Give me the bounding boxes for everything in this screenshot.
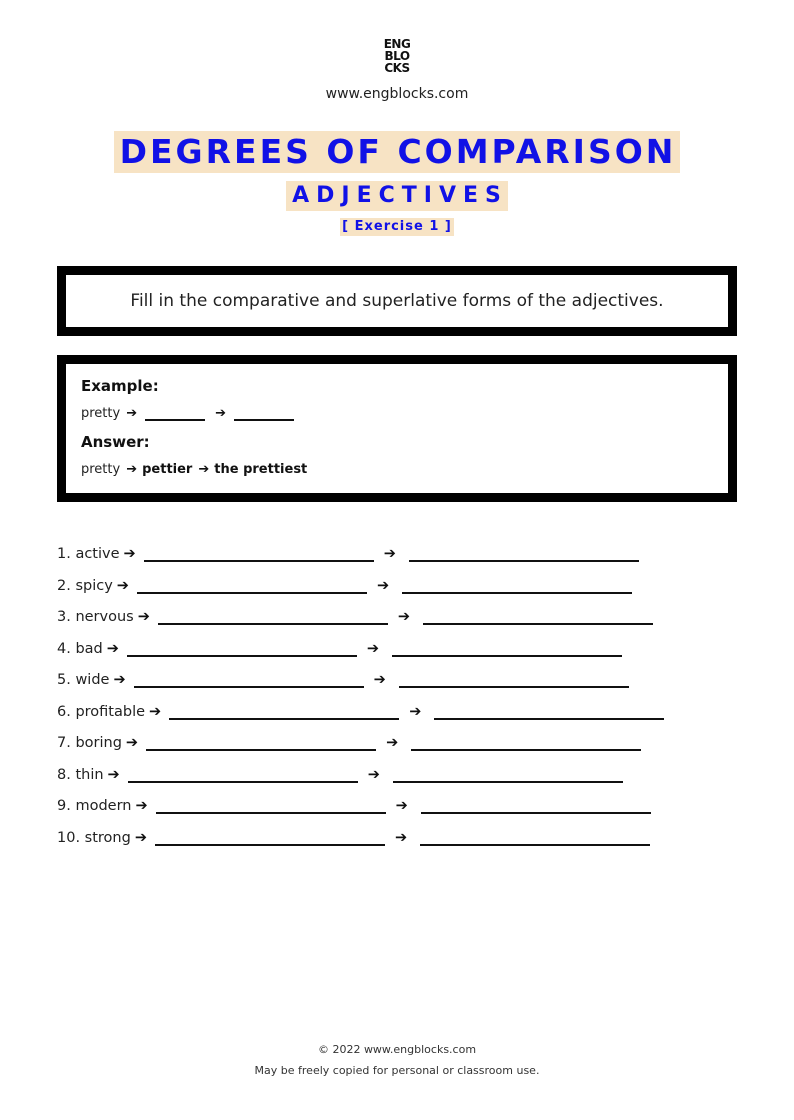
instruction-text: Fill in the comparative and superlative forms of the adjectives. bbox=[130, 291, 664, 311]
arrow-icon: ➔ bbox=[373, 672, 386, 688]
comparative-blank[interactable] bbox=[144, 546, 374, 562]
arrow-icon: ➔ bbox=[366, 641, 380, 657]
item-label: 9. modern bbox=[57, 798, 132, 814]
comparative-blank[interactable] bbox=[146, 735, 376, 751]
arrow-icon: ➔ bbox=[394, 830, 408, 846]
item-label: 5. wide bbox=[57, 672, 110, 688]
superlative-blank[interactable] bbox=[402, 578, 632, 594]
exercise-row bbox=[57, 792, 651, 814]
logo-line: BLO bbox=[384, 49, 410, 63]
arrow-icon: ➔ bbox=[397, 609, 411, 625]
exercise-row bbox=[57, 698, 664, 720]
arrow-icon: ➔ bbox=[395, 798, 408, 814]
arrow-icon: ➔ bbox=[383, 546, 396, 562]
superlative-blank[interactable] bbox=[421, 798, 651, 814]
exercise-row bbox=[57, 729, 641, 751]
arrow-icon: ➔ bbox=[126, 406, 138, 421]
arrow-icon: ➔ bbox=[215, 406, 227, 421]
exercise-row bbox=[57, 603, 653, 625]
answer-word: pretty bbox=[81, 462, 121, 477]
item-label: 8. thin bbox=[57, 767, 104, 783]
exercise-row bbox=[57, 824, 650, 846]
item-label: 2. spicy bbox=[57, 578, 113, 594]
comparative-blank[interactable] bbox=[127, 641, 357, 657]
superlative-blank[interactable] bbox=[423, 609, 653, 625]
item-label: 6. profitable bbox=[57, 704, 146, 720]
arrow-icon: ➔ bbox=[125, 735, 139, 751]
arrow-icon: ➔ bbox=[149, 704, 162, 720]
comparative-blank[interactable] bbox=[169, 704, 399, 720]
arrow-icon: ➔ bbox=[134, 830, 147, 846]
answer-heading: Answer: bbox=[81, 433, 150, 451]
footer-license: May be freely copied for personal or classroom use. bbox=[254, 1064, 540, 1077]
example-heading: Example: bbox=[81, 377, 159, 395]
exercise-row bbox=[57, 572, 632, 594]
comparative-blank[interactable] bbox=[158, 609, 388, 625]
exercise-label: [ Exercise 1 ] bbox=[342, 219, 452, 234]
arrow-icon: ➔ bbox=[123, 546, 136, 562]
superlative-blank[interactable] bbox=[399, 672, 629, 688]
exercise-row bbox=[57, 666, 629, 688]
example-line bbox=[81, 406, 302, 421]
footer-copyright: © 2022 www.engblocks.com bbox=[317, 1043, 477, 1056]
superlative-blank[interactable] bbox=[409, 546, 639, 562]
superlative-blank[interactable] bbox=[392, 641, 622, 657]
arrow-icon: ➔ bbox=[116, 578, 129, 594]
exercise-row bbox=[57, 761, 623, 783]
item-label: 3. nervous bbox=[57, 609, 134, 625]
arrow-icon: ➔ bbox=[113, 672, 126, 688]
site-url: www.engblocks.com bbox=[325, 86, 469, 102]
superlative-blank[interactable] bbox=[434, 704, 664, 720]
arrow-icon: ➔ bbox=[198, 462, 210, 477]
example-word: pretty bbox=[81, 406, 121, 421]
item-label: 1. active bbox=[57, 546, 120, 562]
arrow-icon: ➔ bbox=[107, 767, 120, 783]
item-label: 10. strong bbox=[57, 830, 131, 846]
answer-line bbox=[81, 462, 307, 477]
comparative-blank[interactable] bbox=[156, 798, 386, 814]
arrow-icon: ➔ bbox=[376, 578, 390, 594]
example-box bbox=[57, 355, 737, 502]
arrow-icon: ➔ bbox=[386, 735, 399, 751]
arrow-icon: ➔ bbox=[137, 609, 150, 625]
answer-superlative: the prettiest bbox=[214, 462, 308, 477]
item-label: 7. boring bbox=[57, 735, 122, 751]
comparative-blank[interactable] bbox=[134, 672, 364, 688]
comparative-blank[interactable] bbox=[137, 578, 367, 594]
exercise-row bbox=[57, 540, 639, 562]
instruction-box bbox=[57, 266, 737, 336]
answer-comparative: pettier bbox=[142, 462, 193, 477]
arrow-icon: ➔ bbox=[106, 641, 119, 657]
page-subtitle: ADJECTIVES bbox=[286, 181, 508, 211]
logo-line: CKS bbox=[384, 61, 410, 75]
superlative-blank[interactable] bbox=[411, 735, 641, 751]
logo-line: ENG bbox=[383, 37, 411, 51]
example-blank-comparative bbox=[145, 407, 205, 421]
superlative-blank[interactable] bbox=[420, 830, 650, 846]
exercise-row bbox=[57, 635, 622, 657]
comparative-blank[interactable] bbox=[128, 767, 358, 783]
arrow-icon: ➔ bbox=[135, 798, 148, 814]
item-label: 4. bad bbox=[57, 641, 103, 657]
superlative-blank[interactable] bbox=[393, 767, 623, 783]
engblocks-logo bbox=[378, 38, 416, 74]
comparative-blank[interactable] bbox=[155, 830, 385, 846]
arrow-icon: ➔ bbox=[409, 704, 422, 720]
arrow-icon: ➔ bbox=[367, 767, 380, 783]
arrow-icon: ➔ bbox=[126, 462, 138, 477]
page-title: DEGREES OF COMPARISON bbox=[114, 131, 681, 173]
example-blank-superlative bbox=[234, 407, 294, 421]
